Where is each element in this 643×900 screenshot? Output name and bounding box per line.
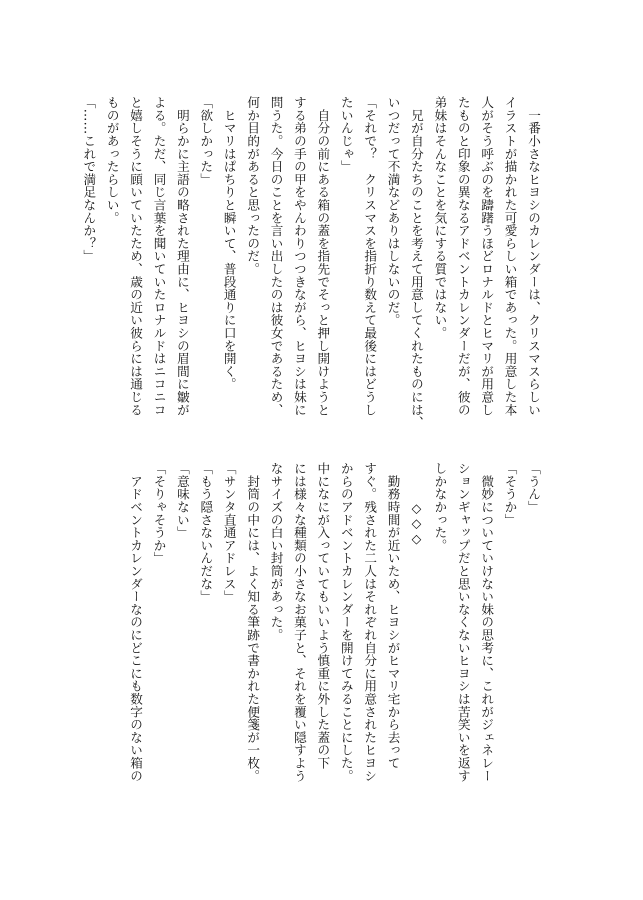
text-line: いつだって不満などありはしないのだ。 [385,96,401,327]
text-line: 一番小さなヒヨシのカレンダーは、クリスマスらしい [526,96,541,416]
text-line: 問うた。今日のことを言い出したのは彼女であるため、 [268,96,284,416]
dialogue-line: 「欲しかった」 [198,96,214,186]
text-line: 明らかに主語の略された理由に、ヒヨシの眉間に皺が [174,96,190,416]
dialogue-line: 「もう隠さないんだな」 [198,462,214,603]
text-line: ションギャップだと思いなくないヒヨシは苦笑いを返す [455,462,471,782]
text-line: なサイズの白い封筒があった。 [268,462,284,642]
text-line: からのアドベントカレンダーを開けてみることにした。 [338,462,354,782]
text-line: すぐ。残された二人はそれぞれ自分に用意されたヒヨシ [362,462,378,782]
text-line: 封筒の中には、よく知る筆跡で書かれた便箋が一枚。 [245,462,261,782]
text-line: ものがあったらしい。 [104,96,120,224]
dialogue-line: 「そりゃそうか」 [151,462,167,565]
text-line: 兄が自分たちのことを考えて用意してくれたものには、 [408,96,424,429]
text-line: 弟妹はそんなことを気にする質ではない。 [432,96,448,340]
dialogue-line: 「サンタ直通アドレス」 [221,462,237,603]
text-line: 何か目的があると思ったのだ。 [245,96,261,276]
lower-text-block [128,462,545,838]
dialogue-line: 「うん」 [526,462,541,514]
text-line: イラストが描かれた可愛らしい箱であった。用意した本 [502,96,518,416]
text-line: 人がそう呼ぶのを躊躇うほどロナルドとヒマリが用意し [479,96,495,416]
scene-break-marker: ◇◇◇ [408,462,424,546]
dialogue-line: 「……これで満足なんか？」 [81,96,97,263]
text-line: 勤務時間が近いため、ヒヨシがヒマリ宅から去って [385,462,401,770]
text-line: ヒマリはぱちりと瞬いて、普段通りに口を開く。 [221,96,237,391]
text-line: 中になにが入っていてもいいよう慎重に外した蓋の下 [315,462,331,770]
text-line: たものと印象の異なるアドベントカレンダーだが、彼の [455,96,471,416]
dialogue-line: 「それで？ クリスマスを指折り数えて最後にはどうし [362,96,378,416]
dialogue-line: 「意味ない」 [174,462,190,539]
text-line: する弟の手の甲をやんわりつつきながら、ヒヨシは妹に [291,96,307,416]
text-line: には様々な種類の小さなお菓子と、それを覆い隠すよう [291,462,307,782]
text-line: しかなかった。 [432,462,448,552]
dialogue-line: 「そうか」 [502,462,518,526]
dialogue-line: たいんじゃ」 [338,96,354,173]
text-line: よる。ただ、同じ言葉を聞いていたロナルドはニコニコ [151,96,167,416]
text-line: 微妙についていけない妹の思考に、これがジェネレー [479,462,495,782]
text-line: 自分の前にある箱の蓋を指先でそっと押し開けようと [315,96,331,416]
text-line: アドベントカレンダーなのにどこにも数字のない箱の [128,462,144,782]
upper-text-block [81,96,545,472]
text-line: と嬉しそうに頋いていたため、歳の近い彼らには通じる [128,96,144,416]
